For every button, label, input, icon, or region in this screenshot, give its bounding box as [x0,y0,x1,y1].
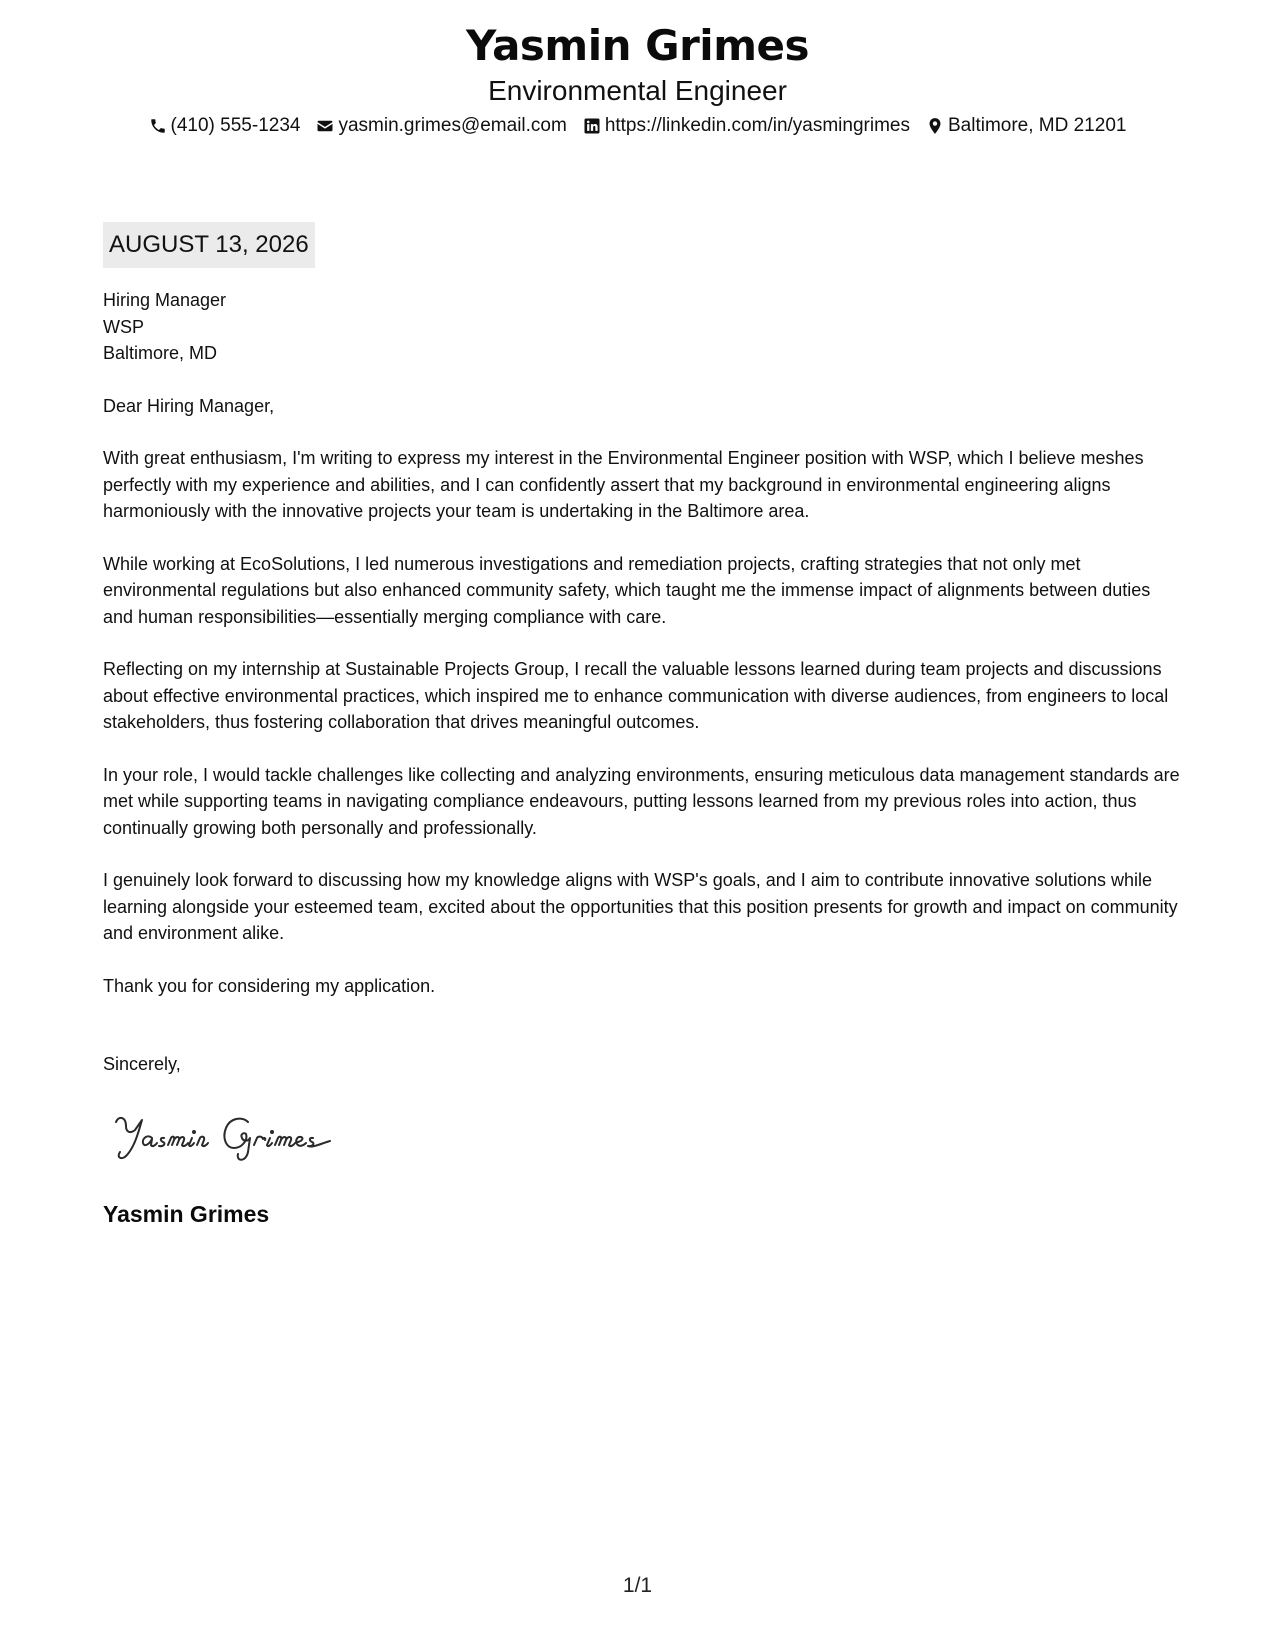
linkedin-text[interactable]: https://linkedin.com/in/yasmingrimes [604,115,910,136]
recipient-line: Baltimore, MD [103,343,218,363]
map-marker-icon [926,117,944,135]
location-text: Baltimore, MD 21201 [947,115,1127,136]
letter-date: AUGUST 13, 2026 [103,222,315,268]
contact-phone [149,112,301,140]
body-paragraph: In your role, I would tackle challenges like collecting and analyzing environments, ensuring meticulous data management standards are met while supporting teams in navigating compliance endeavours, putting lessons learned from my previous roles into action, thus continually growing both personally and professionally. [103,764,1180,838]
envelope-icon [316,117,334,135]
contact-linkedin [583,112,910,140]
body-paragraph: Reflecting on my internship at Sustainable Projects Group, I recall the valuable lessons learned during team projects and discussions about effective environmental practices, which inspired me to enhance communication with diverse audiences, from engineers to local stakeholders, thus fostering collaboration that drives meaningful outcomes. [103,659,1169,732]
email-text: yasmin.grimes@email.com [338,115,567,136]
signer-name: Yasmin Grimes [103,1201,270,1227]
letter-body [103,287,1183,1104]
applicant-title: Environmental Engineer [488,75,787,106]
recipient-line: WSP [103,316,145,337]
body-paragraph: With great enthusiasm, I'm writing to express my interest in the Environmental Engineer position with WSP, which I believe meshes perfectly with my experience and abilities, and I can confidently assert that my background in environmental engineering aligns harmoniously with the innovative projects your team is undertaking in the Baltimore area. [103,448,1144,521]
linkedin-icon [583,117,601,135]
contact-email [316,112,566,140]
recipient-line: Hiring Manager [103,290,227,310]
page-number: 1/1 [622,1574,653,1597]
applicant-name: Yasmin Grimes [466,21,809,70]
closing: Sincerely, [103,1054,181,1074]
body-paragraph: I genuinely look forward to discussing how my knowledge aligns with WSP's goals, and I aim to contribute innovative solutions while learning alongside your esteemed team, excited about the opportunities that this position presents for growth and impact on community and environment alike. [103,870,1178,943]
phone-icon [149,117,167,135]
contact-bar [0,112,1275,140]
contact-location [926,112,1126,140]
body-paragraph: While working at EcoSolutions, I led numerous investigations and remediation projects, crafting strategies that not only met environmental regulations but also enhanced community safety, which taught me the immense impact of alignments between duties and human responsibilities—essentially merging compliance with care. [103,553,1151,627]
salutation: Dear Hiring Manager, [103,395,275,416]
phone-text: (410) 555-1234 [170,115,301,136]
letter-header [0,18,1275,140]
recipient-block [103,287,1183,367]
handwritten-signature [108,1108,368,1168]
body-paragraph: Thank you for considering my application. [103,975,436,996]
